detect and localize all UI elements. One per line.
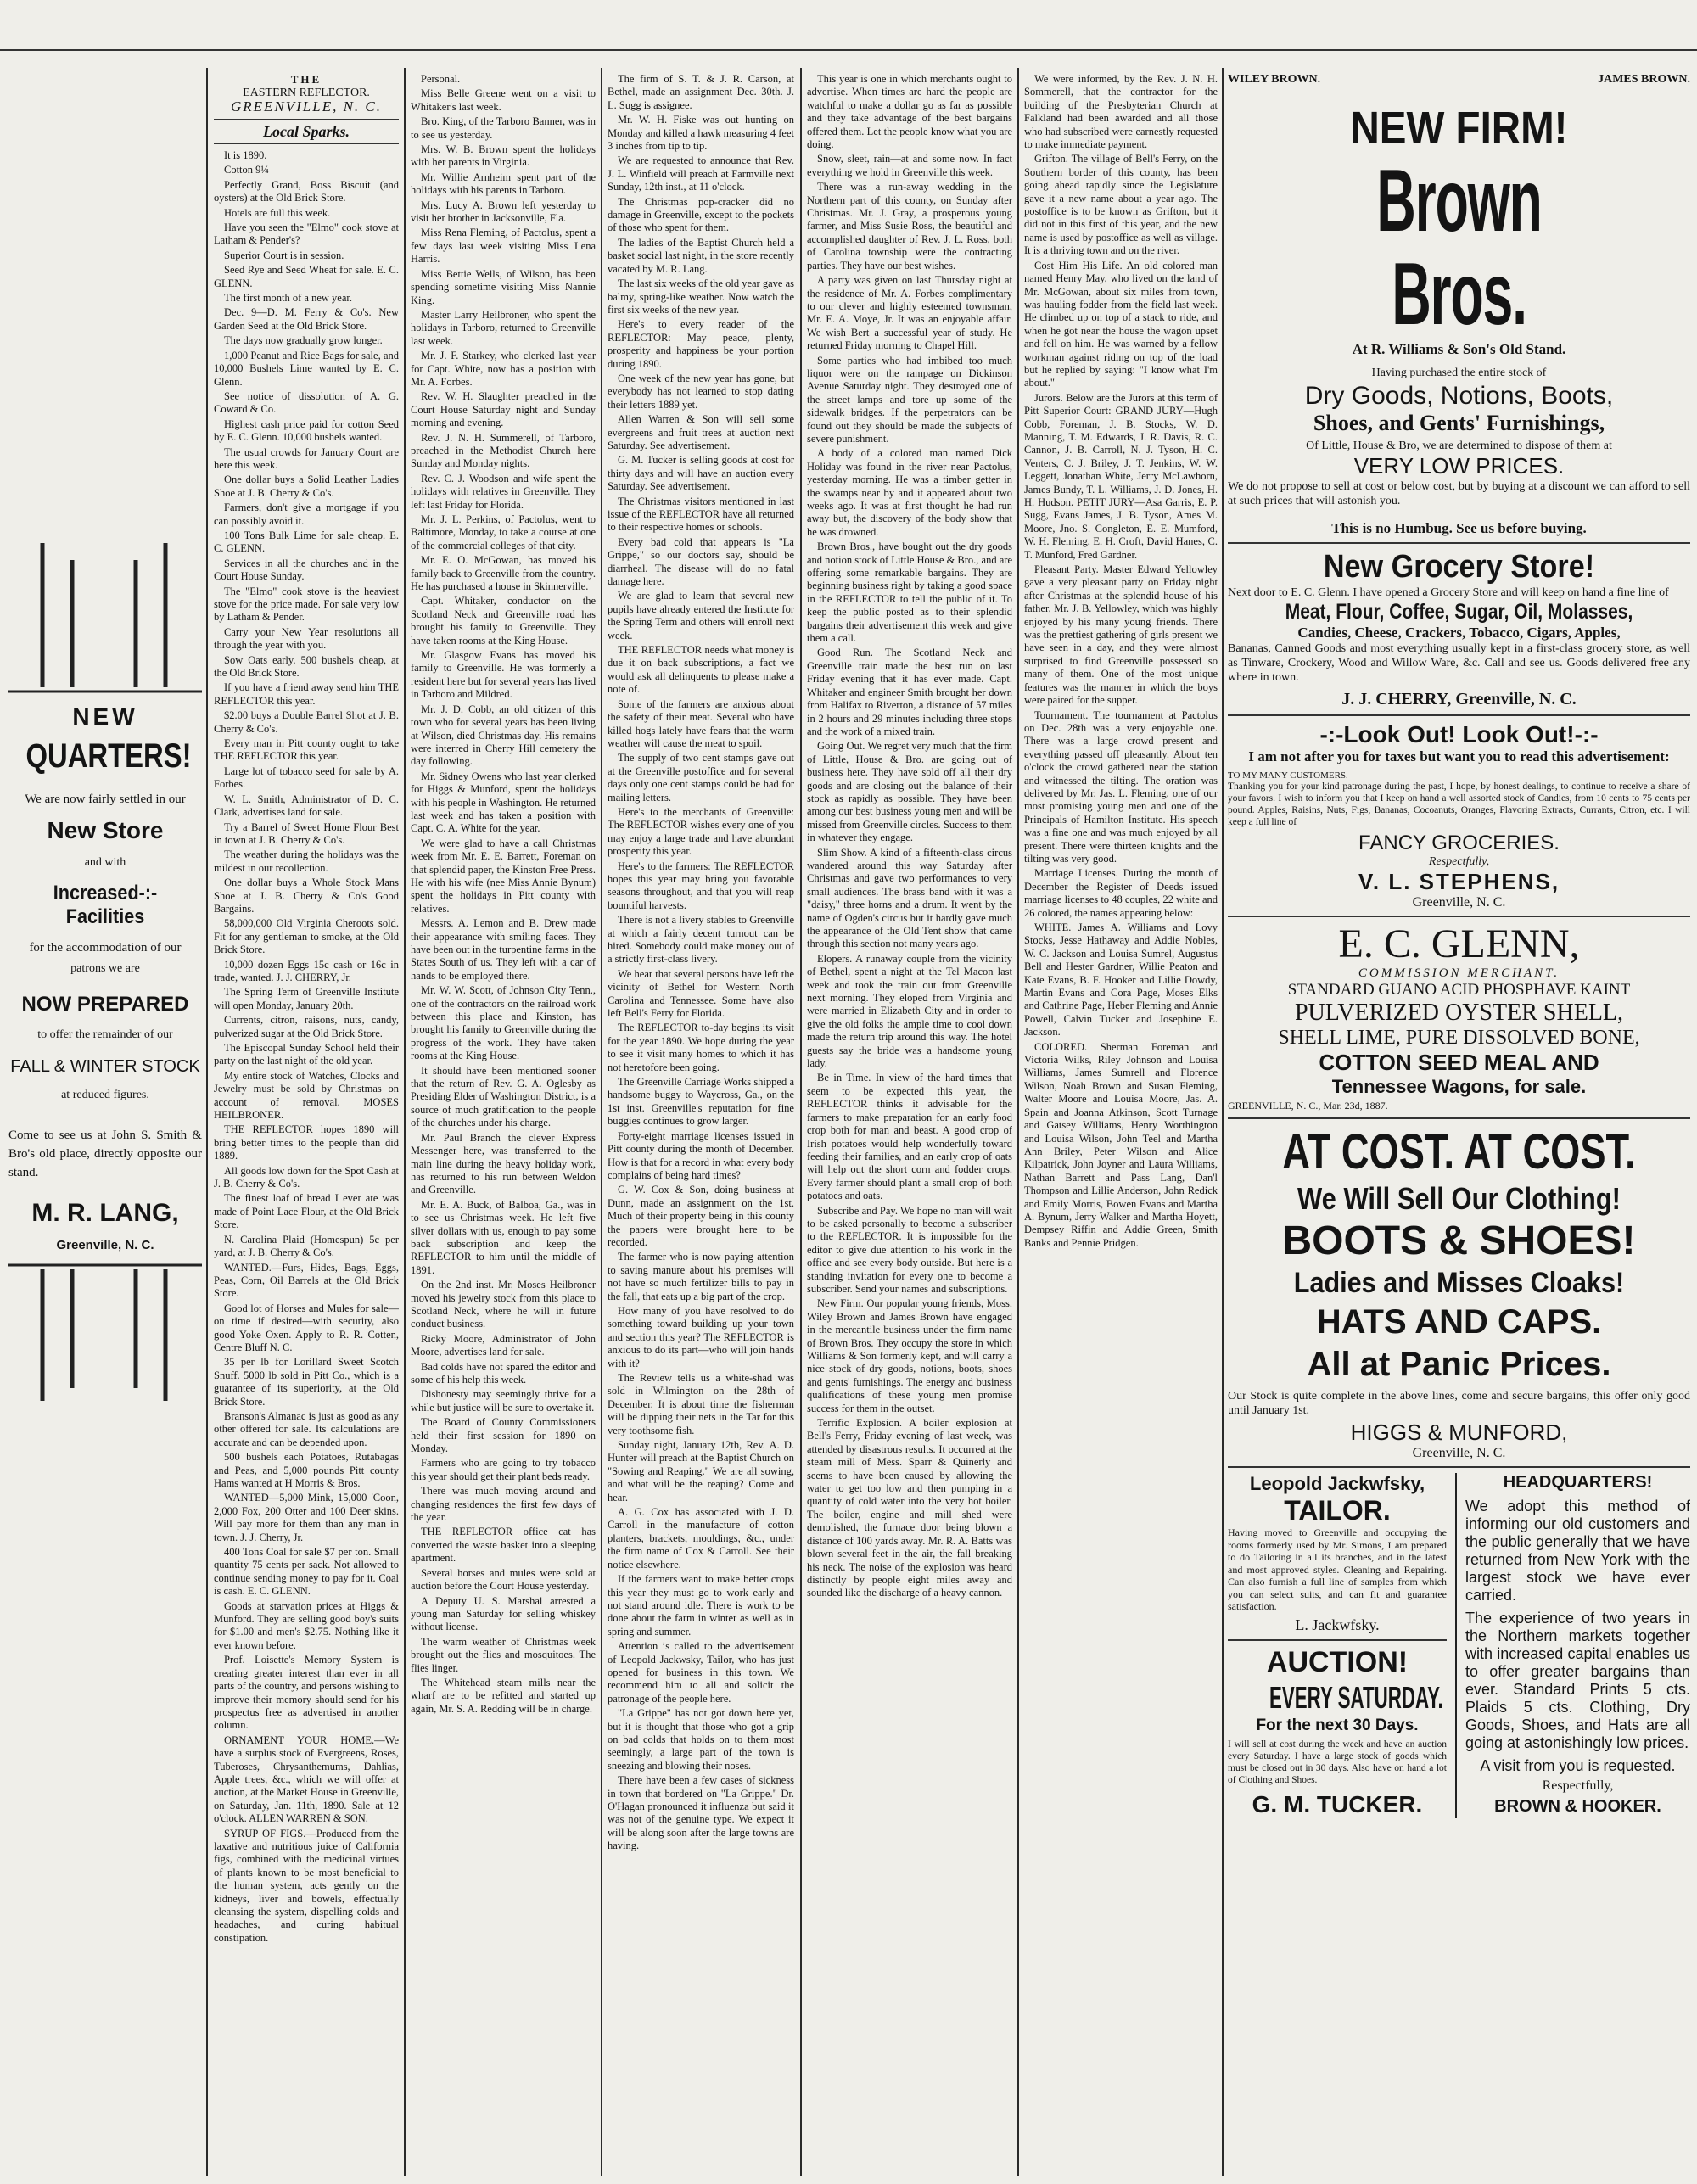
paragraph: Superior Court is in session. <box>224 249 344 261</box>
paragraph: THE REFLECTOR hopes 1890 will bring better times to the people than did 1889. <box>214 1123 399 1162</box>
glenn-line-1: STANDARD GUANO ACID PHOSPHAVE KAINT <box>1287 981 1631 999</box>
look-out-headline: -:-Look Out! Look Out!-:- <box>1319 721 1599 748</box>
paragraph: We hear that several persons have left the vicinity of Bethel for Western North Carolina and Tennessee. Some have also left Bell's Ferry for Florida. <box>608 967 794 1020</box>
paragraph: The finest loaf of bread I ever ate was made of Point Lace Flour, at the Old Brick Store. <box>214 1192 399 1231</box>
ads-area <box>1228 73 1690 2177</box>
quarters-label: QUARTERS! <box>25 737 192 775</box>
paragraph: Miss Belle Greene went on a visit to Whitaker's last week. <box>411 87 596 113</box>
paragraph: 400 Tons Coal for sale $7 per ton. Small quantity 75 cents per sack. Not allowed to continue sending money to pay for it. Coal is cash. E. C. GLENN. <box>214 1546 399 1598</box>
paragraph: 10,000 dozen Eggs 15c cash or 16c in trade, wanted. J. J. CHERRY, Jr. <box>214 958 399 983</box>
of-text: Of Little, House & Bro, we are determined to dispose of them at <box>1306 440 1612 452</box>
paragraph: 1,000 Peanut and Rice Bags for sale, and 10,000 Bushels Lime wanted by E. C. Glenn. <box>214 349 399 388</box>
lines-ornament-top <box>8 543 202 696</box>
paragraph: Prof. Loisette's Memory System is creating greater interest than ever in all parts of the country, and persons wishing to improve their memory should send for his prospectus free as advertised in another column. <box>214 1654 399 1732</box>
paragraph: The weather during the holidays was the mildest in our recollection. <box>214 848 399 874</box>
paragraph: G. M. Tucker is selling goods at cost for thirty days and will have an auction every Saturday. See advertisement. <box>608 454 794 493</box>
paragraph: Allen Warren & Son will sell some evergreens and fruit trees at auction next Saturday. See advertisement. <box>608 413 794 451</box>
paragraph: Subscribe and Pay. We hope no man will wait to be asked personally to become a subscriber to the REFLECTOR. It is impossible for the editor to give due attention to his work in the office and see every body outside. But here is a standing invitation for every one to become a subscriber. Send your names and subscriptions. <box>807 1204 1012 1295</box>
paragraph: Going Out. We regret very much that the firm of Little, House & Bro. are going out of business here. They have sold off all their dry goods and are closing out the balance of their stock as rapidly as possible. They have been among our best business young men and will be missed from Greenville circles. Success to them in whatever they engage. <box>807 740 1012 844</box>
paragraph: Have you seen the "Elmo" cook stove at Latham & Pender's? <box>214 221 399 247</box>
and-with-text: and with <box>84 856 126 869</box>
column-rule <box>206 68 208 2176</box>
hooker-resp: Respectfully, <box>1542 1778 1614 1793</box>
higgs-ad <box>1228 1124 1690 1461</box>
news-text <box>1024 73 1218 1250</box>
bottom-left-ads <box>1228 1473 1447 1818</box>
paragraph: The Board of County Commissioners held their first session for 1890 on Monday. <box>411 1416 596 1455</box>
paragraph: Mrs. W. B. Brown spent the holidays with her parents in Virginia. <box>411 143 596 169</box>
partner-wiley: WILEY BROWN. <box>1228 73 1321 86</box>
divider <box>1228 1466 1690 1468</box>
goods-line-2: Shoes, and Gents' Furnishings, <box>1313 411 1605 435</box>
fancy-groceries: FANCY GROCERIES. <box>1358 832 1560 854</box>
paragraph: We were glad to have a call Christmas week from Mr. E. E. Barrett, Foreman on that splendid paper, the Kinston Free Press. He with his wife (nee Miss Annie Bynum) spent the holidays in Pitt county with relatives. <box>411 837 596 915</box>
tailor-title: TAILOR. <box>1284 1495 1391 1526</box>
paragraph: All goods low down for the Spot Cash at J. B. Cherry & Co's. <box>214 1164 399 1190</box>
boots-line: BOOTS & SHOES! <box>1282 1218 1636 1263</box>
lines-ornament-bottom <box>8 1261 202 1405</box>
paragraph: 100 Tons Bulk Lime for sale cheap. E. C. GLENN. <box>214 529 399 555</box>
paragraph: "La Grippe" has not got down here yet, but it is thought that those who got a grip on bad colds that holds on to them most seemingly, a large part of the town is sneezing and blowing their noses. <box>608 1707 794 1772</box>
paragraph: $2.00 buys a Double Barrel Shot at J. B. Cherry & Co's. <box>214 709 399 735</box>
stock-label: FALL & WINTER STOCK <box>10 1057 200 1076</box>
bottom-ads <box>1228 1473 1690 1818</box>
paragraph: There is not a livery stables to Greenville at which a fairly decent turnout can be hired. Somebody could make money out of a strictly first-class livery. <box>608 914 794 966</box>
fairly-text: We are now fairly settled in our <box>25 792 186 806</box>
column-rule <box>1455 1473 1457 1818</box>
paragraph: The supply of two cent stamps gave out at the Greenville postoffice and for several days only one cent stamps could be had for mailing letters. <box>608 752 794 804</box>
paragraph: Hotels are full this week. <box>224 206 331 219</box>
facilities-label: Increased-:-Facilities <box>53 882 158 928</box>
stephens-name: V. L. STEPHENS, <box>1358 869 1560 894</box>
paragraph: Mr. W. H. Fiske was out hunting on Monday and killed a hawk measuring 4 feet 3 inches from tip to tip. <box>608 114 794 153</box>
column-1 <box>214 73 399 2169</box>
accommodation-text: for the accommodation of our <box>29 941 182 955</box>
paragraph: Bad colds have not spared the editor and some of his help this week. <box>411 1360 596 1386</box>
higgs-city: Greenville, N. C. <box>1412 1446 1506 1460</box>
hooker-name: BROWN & HOOKER. <box>1494 1797 1661 1816</box>
paragraph: Personal. <box>421 73 461 85</box>
paragraph: The farmer who is now paying attention to saving manure about his premises will not have so much fertilizer bills to pay in the fall, that eats up a big part of the crop. <box>608 1251 794 1302</box>
paragraph: There was a run-away wedding in the Northern part of this county, on Sunday after Christmas. Mr. J. Gray, a prosperous young farmer, and Miss Susie Ross, the beautiful and accomplished daughter of Rev. J. L. Ross, both of Carolina township were the contracting parties. They have our best wishes. <box>807 181 1012 272</box>
paragraph: One week of the new year has gone, but everybody has not learned to stop dating their letters 1889 yet. <box>608 372 794 411</box>
paragraph: Every bad cold that appears is "La Grippe," so our doctors say, should be diarrheal. The disease will do no fatal damage here. <box>608 535 794 588</box>
paragraph: Dishonesty may seemingly thrive for a while but justice will be sure to overtake it. <box>411 1388 596 1414</box>
tailor-body: Having moved to Greenville and occupying the rooms formerly used by Mr. Simons, I am prepared to do Tailoring in all its branches, and in the latest and most approved styles. Cleaning and Repairing. Can also furnish a full line of samples from which you can select suits, and can fit and guarantee satisfaction. <box>1228 1526 1447 1612</box>
paragraph: A. G. Cox has associated with J. D. Carroll in the manufacture of cotton planters, brackets, mouldings, &c., under the firm name of Cox & Carroll. See their notice elsewhere. <box>608 1506 794 1571</box>
paragraph: The REFLECTOR to-day begins its visit for the year 1890. We hope during the year to see it visit many homes to which it has not heretofore been going. <box>608 1022 794 1073</box>
paragraph: WANTED.—Furs, Hides, Bags, Eggs, Peas, Corn, Oil Barrels at the Old Brick Store. <box>214 1261 399 1300</box>
paragraph: Pleasant Party. Master Edward Yellowley gave a very pleasant party on Friday night after Christmas at the splendid house of his father, Mr. J. B. Yellowley, which was highly enjoyed by his many young friends. There was the prettiest gathering of girls present we have seen in a day, and they were almost surprised to find Greenville possessed so many of them. One of the most unique features was the manner in which the boys were paired for the supper. <box>1024 563 1218 707</box>
paragraph: We are requested to announce that Rev. J. L. Winfield will preach at Farmville next Sunday, 12th inst., at 11 o'clock. <box>608 154 794 193</box>
paragraph: The Spring Term of Greenville Institute will open Monday, January 20th. <box>214 986 399 1011</box>
column-5 <box>1024 73 1218 2169</box>
paragraph: Good Run. The Scotland Neck and Greenville train made the best run on last Friday evening that it has ever made. Capt. Whitaker and engineer Smith brought her down from Halifax to Riverton, a distance of 57 miles in 2 hours and 29 minutes including three stops and the work of a mixed train. <box>807 647 1012 737</box>
paragraph: Branson's Almanac is just as good as any other offered for sale. Its calculations are accurate and can be depended upon. <box>214 1409 399 1448</box>
paragraph: Goods at starvation prices at Higgs & Munford. They are selling good boy's suits for $1.00 and men's $2.75. Nothing like it ever known before. <box>214 1599 399 1651</box>
paragraph: Sunday night, January 12th, Rev. A. D. Hunter will preach at the Baptist Church on "Sowing and Reaping." We are all sowing, and what will be the reaping? Come and hear. <box>608 1439 794 1504</box>
paragraph: Miss Rena Fleming, of Pactolus, spent a few days last week visiting Miss Lena Harris. <box>411 227 596 266</box>
personal-text <box>411 73 596 1716</box>
paragraph: Good lot of Horses and Mules for sale—on time if desired—with security, also good Yoke Oxen. Apply to R. R. Cotten, Centre Bluff N. C. <box>214 1302 399 1353</box>
paragraph: The Christmas visitors mentioned in last issue of the REFLECTOR have all returned to their respective homes or schools. <box>608 495 794 534</box>
paragraph: How many of you have resolved to do something toward building up your town and section this year? The REFLECTOR is anxious to do its part—who will join hands with it? <box>608 1304 794 1369</box>
paragraph: The Greenville Carriage Works shipped a handsome buggy to Waycross, Ga., on the 1st inst. Greenville's reputation for fine buggies continues to grow larger. <box>608 1076 794 1128</box>
paragraph: Terrific Explosion. A boiler explosion at Bell's Ferry, Friday evening of last week, was attended by disastrous results. It occurred at the steam mill of Mess. Sparr & Quinerly and seems to have been caused by allowing the water to get too low and then pumping in a quantity of cold water into the very hot boiler. The boiler, engine and mill shed were demolished, the furnace door being blown a distance of 100 yards away. Mr. R. A. Batts was blown several feet in the air, the fall breaking his neck. The noise of the explosion was heard distinctly by people eight miles away and sounded like the discharge of a heavy cannon. <box>807 1417 1012 1599</box>
paragraph: ORNAMENT YOUR HOME.—We have a surplus stock of Evergreens, Roses, Tuberoses, Chrysanthemums, Dahlias, Apple trees, &c., which we will offer at auction, at the Market House in Greenville, on Saturday, Jan. 11th, 1890. Sale at 12 o'clock. ALLEN WARREN & SON. <box>214 1733 399 1825</box>
glenn-line-2: PULVERIZED OYSTER SHELL, <box>1294 1000 1624 1026</box>
paragraph: Messrs. A. Lemon and B. Drew made their appearance with smiling faces. They have been out in the turpentine farms in the States South of us. They left with a car of hands to be employed there. <box>411 917 596 982</box>
paragraph: Mr. E. O. McGowan, has moved his family back to Greenville from the country. He has purchased a house in Skinnerville. <box>411 554 596 593</box>
cloaks-line: Ladies and Misses Cloaks! <box>1293 1267 1625 1299</box>
news-text <box>608 73 794 1853</box>
goods-line-1: Dry Goods, Notions, Boots, <box>1304 382 1614 410</box>
glenn-date: GREENVILLE, N. C., Mar. 23d, 1887. <box>1228 1100 1388 1112</box>
column-rule <box>404 68 406 2176</box>
masthead-name: EASTERN REFLECTOR. <box>243 87 370 99</box>
paragraph: Rev. J. N. H. Summerell, of Tarboro, preached in the Methodist Church here Sunday and Monday nights. <box>411 431 596 470</box>
tucker-ad <box>1228 1646 1447 1818</box>
local-sparks-text <box>214 149 399 1945</box>
glenn-line-3: SHELL LIME, PURE DISSOLVED BONE, <box>1278 1027 1640 1049</box>
paragraph: The warm weather of Christmas week brought out the flies and mosquitoes. The flies linger. <box>411 1635 596 1674</box>
paragraph: Every man in Pitt county ought to take THE REFLECTOR this year. <box>214 737 399 763</box>
paragraph: My entire stock of Watches, Clocks and Jewelry must be sold by Christmas on account of removal. MOSES HEILBRONER. <box>214 1069 399 1122</box>
new-label: NEW <box>72 703 138 730</box>
column-4 <box>807 73 1012 2169</box>
paragraph: The firm of S. T. & J. R. Carson, at Bethel, made an assignment Dec. 30th. J. L. Sugg is assignee. <box>608 73 794 111</box>
glenn-name: E. C. GLENN, <box>1338 921 1580 966</box>
paragraph: Mr. Paul Branch the clever Express Messenger here, was transferred to the main line during the heavy holiday work, has returned to his run between Weldon and Greenville. <box>411 1131 596 1196</box>
paragraph: Cost Him His Life. An old colored man named Henry May, who lived on the land of Mr. McGowan, about six miles from town, was hauling fodder from the field last week. He climbed up on top of a stack to ride, and when he got near the house the wagon upset and fell on him. He was warned by a fellow workman against riding on top of the load but he replied by saying: "I know what I'm about." <box>1024 259 1218 389</box>
clothing-line: We Will Sell Our Clothing! <box>1297 1181 1621 1216</box>
paragraph: Slim Show. A kind of a fifteenth-class circus wandered around this way Saturday after Christmas and gave two performances to very small audiences. The brass band with it was a "daisy," three horns and a drum. It went by the name of Ogden's circus but it hardly gave much the appearance of the Old Tent show that came through this section not many years ago. <box>807 846 1012 950</box>
divider <box>1228 1639 1447 1641</box>
lang-name: M. R. LANG, <box>31 1199 179 1227</box>
glenn-ad <box>1228 922 1690 1112</box>
paragraph: Marriage Licenses. During the month of December the Register of Deeds issued marriage licenses to 48 couples, 22 white and 26 colored, the names appearing below: <box>1024 867 1218 919</box>
partner-james: JAMES BROWN. <box>1598 73 1690 86</box>
paragraph: Farmers, don't give a mortgage if you can possibly avoid it. <box>214 501 399 527</box>
paragraph: Mr. E. A. Buck, of Balboa, Ga., was in to see us Christmas week. He left five silver dollars with us, enough to pay some back subscription and keep the REFLECTOR to him until the middle of 1891. <box>411 1198 596 1276</box>
reduced-text: at reduced figures. <box>61 1089 149 1101</box>
paragraph: Mr. Sidney Owens who last year clerked for Higgs & Munford, spent the holidays with his people in Washington. He returned last week and has taken a position with Capt. C. A. White for the year. <box>411 770 596 835</box>
paragraph: The days now gradually grow longer. <box>224 334 383 347</box>
next-30-days: For the next 30 Days. <box>1256 1716 1419 1734</box>
paragraph: Here's to the merchants of Greenville: The REFLECTOR wishes every one of you may enjoy a large trade and have abundant prosperity this year. <box>608 805 794 858</box>
column-2 <box>411 73 596 2169</box>
paragraph: One dollar buys a Solid Leather Ladies Shoe at J. B. Cherry & Co's. <box>214 473 399 499</box>
hooker-body: We adopt this method of informing our old customers and the public generally that we have returned from New York with the largest stock we have ever carried. <box>1465 1498 1690 1604</box>
paragraph: COLORED. Sherman Foreman and Victoria Wilks, Riley Johnson and Louisa Williams, James Sumrell and Florence Wilson, Noah Brown and Susan Fleming, Walter Moore and Louisa Moore, Jas. A. Spain and Joanna Atkinson, Scott Turnage and Gatsey Williams, Henry Worthington and Louisa Wilson, John Teel and Martha Ann Briley, Peter Wilson and Alice Kilpatrick, John Joyner and Laura Williams, Nathan Barrett and Pass Lang, Dan'l Thompson and Lillie Anderson, John Redick and Emily Morris, Bowen Evans and Martha A. Bynum, Jerry Walker and Martha Hoyett, Dempsey Riffin and Addie Green, Smith Banks and Pennie Pridgen. <box>1024 1040 1218 1249</box>
paragraph: Be in Time. In view of the hard times that seem to be expected this year, the REFLECTOR thinks it advisable for the farmers to make preparation for an early food crop both for man and beast. A good crop of Irish potatoes would help wonderfully toward feeding their families, and an early crop of oats will help out the short corn and fodder crops. Every farmer should plant a small crop of both potatoes and oats. <box>807 1072 1012 1202</box>
stephens-ad <box>1228 721 1690 910</box>
grocery-next: Next door to E. C. Glenn. I have opened a Grocery Store and will keep on hand a fine line of <box>1228 586 1669 599</box>
tailor-sig: L. Jackwfsky. <box>1295 1616 1380 1633</box>
paragraph: If you have a friend away send him THE REFLECTOR this year. <box>214 681 399 707</box>
at-cost-headline: AT COST. AT COST. <box>1282 1124 1636 1179</box>
paragraph: We are glad to learn that several new pupils have already entered the Institute for the Spring Term and others will enroll next week. <box>608 590 794 641</box>
paragraph: The usual crowds for January Court are here this week. <box>214 445 399 471</box>
paragraph: THE REFLECTOR needs what money is due it on back subscriptions, a fact we would ask all delinquents to please make a note of. <box>608 644 794 696</box>
stand-text: At R. Williams & Son's Old Stand. <box>1352 341 1566 357</box>
store-label: New Store <box>47 817 164 843</box>
paragraph: Brown Bros., have bought out the dry goods and notion stock of Little House & Bro., and are offering some remarkable bargains. They are beginning business right by taking a good space in the REFLECTOR to tell the public of it. To keep the public posted as to their splendid bargains their advertisement this week and give them a call. <box>807 540 1012 645</box>
paragraph: The last six weeks of the old year gave as balmy, spring-like weather. Now watch the first six weeks of the new year. <box>608 277 794 316</box>
paragraph: Some of the farmers are anxious about the safety of their meat. Several who have killed hogs lately have fears that the warm weather will cause the meat to spoil. <box>608 697 794 749</box>
paragraph: Mr. Willie Arnheim spent part of the holidays with his parents in Tarboro. <box>411 171 596 197</box>
paragraph: A party was given on last Thursday night at the residence of Mr. A. Forbes complimentary to our clever and highly esteemed townsman, Mr. E. A. Moye, Jr. It was an enjoyable affair. We wish Bert a successful year of study. He returned Friday morning to Chapel Hill. <box>807 274 1012 352</box>
patrons-text: patrons we are <box>70 962 140 975</box>
divider <box>1228 542 1690 544</box>
every-saturday: EVERY SATURDAY. <box>1269 1679 1443 1715</box>
paragraph: Tournament. The tournament at Pactolus on Dec. 28th was a very enjoyable one. There was a large crowd present and everything passed off pleasantly. About ten o'clock the crowd gathered near the station and witnessed the tilting. The oration was delivered by Mr. Jas. L. Fleming, one of our most promising young men and one of the Principals of Hamilton Institute. His speech was a fine one and was much enjoyed by all present. There were thirteen knights and the tilting was very good. <box>1024 708 1218 865</box>
brown-body: We do not propose to sell at cost or below cost, but by buying at a discount we can afford to sell at such prices that will astonish you. <box>1228 480 1690 507</box>
paragraph: The "Elmo" cook stove is the heaviest stove for the price made. For sale very low by Latham & Pender. <box>214 585 399 624</box>
paragraph: THE REFLECTOR office cat has converted the waste basket into a sleeping apartment. <box>411 1526 596 1565</box>
paragraph: The first month of a new year. <box>224 292 352 305</box>
paragraph: It is 1890. <box>224 149 267 161</box>
paragraph: The Episcopal Sunday School held their party on the last night of the old year. <box>214 1042 399 1067</box>
very-low-prices: VERY LOW PRICES. <box>1353 453 1565 479</box>
divider <box>214 119 399 120</box>
paragraph: Grifton. The village of Bell's Ferry, on the Southern border of this county, has been going ahead rapidly since the Legislature gave it a new name about a year ago. The postoffice is to be known as Grifton, but it did not in this first of this year, and the new name is used by postoffice as well as village. It is a thriving town and on the river. <box>1024 153 1218 257</box>
divider <box>1228 1117 1690 1119</box>
paragraph: 58,000,000 Old Virginia Cheroots sold. Fit for any gentleman to smoke, at the Old Brick Store. <box>214 917 399 956</box>
cherry-signature: J. J. CHERRY, Greenville, N. C. <box>1341 690 1577 708</box>
paragraph: Here's to the farmers: The REFLECTOR hopes this year may bring you favorable seasons throughout, and that you will reap bountiful harvests. <box>608 860 794 911</box>
paragraph: Snow, sleet, rain—at and some now. In fact everything we hold in Greenville this week. <box>807 153 1012 178</box>
paragraph: Carry your New Year resolutions all through the year with you. <box>214 625 399 652</box>
brown-bros-name: Brown Bros. <box>1376 152 1542 344</box>
column-3 <box>608 73 794 2169</box>
paragraph: The Whitehead steam mills near the wharf are to be refitted and started up again, Mr. S. A. Redding will be in charge. <box>411 1676 596 1715</box>
hooker-visit: A visit from you is requested. <box>1480 1757 1676 1774</box>
paragraph: Forty-eight marriage licenses issued in Pitt county during the month of December. How is that for a record in what every body complains of being hard times? <box>608 1129 794 1181</box>
paragraph: Mr. W. W. Scott, of Johnson City Tenn., one of the contractors on the railroad work between this place and Kinston, has brought his family to Greenville during the progress of the work. They have taken rooms at the King House. <box>411 984 596 1062</box>
paragraph: Try a Barrel of Sweet Home Flour Best in town at J. B. Cherry & Co's. <box>214 820 399 846</box>
higgs-body: Our Stock is quite complete in the above lines, come and secure bargains, this offer only good until January 1st. <box>1228 1390 1690 1417</box>
paragraph: Large lot of tobacco seed for sale by A. Forbes. <box>214 764 399 791</box>
paragraph: Perfectly Grand, Boss Biscuit (and oysters) at the Old Brick Store. <box>214 178 399 204</box>
paragraph: SYRUP OF FIGS.—Produced from the laxative and nutritious juice of California figs, combined with the medicinal virtues of plants known to be most beneficial to the human system, acts gently on the kidneys, liver and bowels, effectually cleansing the system, dispelling colds and headaches, and curing habitual constipation. <box>214 1827 399 1944</box>
auction-headline: AUCTION! <box>1266 1645 1409 1678</box>
offer-text: to offer the remainder of our <box>37 1028 173 1041</box>
paragraph: Several horses and mules were sold at auction before the Court House yesterday. <box>411 1566 596 1593</box>
paragraph: Mr. J. F. Starkey, who clerked last year for Capt. White, now has a position with Mr. A. Forbes. <box>411 350 596 388</box>
paragraph: WANTED—5,000 Mink, 15,000 'Coon, 2,000 Fox, 200 Otter and 100 Deer skins. Will pay more for them than any man in town. J. J. Cherry, Jr. <box>214 1492 399 1543</box>
prepared-label: NOW PREPARED <box>21 993 189 1016</box>
humbug-text: This is no Humbug. See us before buying. <box>1331 520 1587 536</box>
paragraph: Master Larry Heilbroner, who spent the holidays in Tarboro, returned to Greenville last week. <box>411 308 596 347</box>
paragraph: It should have been mentioned sooner that the return of Rev. G. A. Oglesby as Presiding Elder of Washington District, is a source of much gratification to the people of the churches under his charge. <box>411 1064 596 1129</box>
tucker-body: I will sell at cost during the week and have an auction every Saturday. I have a large stock of goods which must be closed out in 30 days. Also have on hand a lot of Clothing and Shoes. <box>1228 1739 1447 1785</box>
paragraph: A Deputy U. S. Marshal arrested a young man Saturday for selling whiskey without license. <box>411 1594 596 1633</box>
tailor-name: Leopold Jackwfsky, <box>1249 1473 1425 1494</box>
grocery-items-2: Candies, Cheese, Crackers, Tobacco, Cigars, Apples, <box>1297 624 1621 641</box>
paragraph: There have been a few cases of sickness in town that bordered on "La Grippe." Dr. O'Hagan pronounced it influenza but said it was not of the genuine type. We expect it will be along soon after the large towns are having. <box>608 1774 794 1852</box>
paragraph: Services in all the churches and in the Court House Sunday. <box>214 557 399 583</box>
paragraph: Mr. J. L. Perkins, of Pactolus, went to Baltimore, Monday, to take a course at one of the commercial colleges of that city. <box>411 513 596 552</box>
new-firm-headline: NEW FIRM! <box>1350 103 1568 154</box>
paragraph: W. L. Smith, Administrator of D. C. Clark, advertises land for sale. <box>214 792 399 819</box>
panic-line: All at Panic Prices. <box>1307 1346 1611 1383</box>
paragraph: The Christmas pop-cracker did no damage in Greenville, except to the pockets of those who spent for them. <box>608 195 794 234</box>
customers-heading: TO MY MANY CUSTOMERS. <box>1228 770 1348 781</box>
column-rule <box>601 68 602 2176</box>
top-rule <box>0 49 1697 51</box>
paragraph: Here's to every reader of the REFLECTOR: May peace, plenty, prosperity and happiness be your portion during 1890. <box>608 318 794 370</box>
paragraph: New Firm. Our popular young friends, Moss. Wiley Brown and James Brown have engaged in the mercantile business under the firm name of Brown Bros. They occupy the store in which Williams & Son formerly kept, and will carry a nice stock of dry goods, notions, boots, shoes and gents' furnishings. The energy and business qualifications of these young men promise success for them in the outset. <box>807 1297 1012 1414</box>
paragraph: Rev. W. H. Slaughter preached in the Court House Saturday night and Sunday morning and evening. <box>411 390 596 429</box>
paragraph: Sow Oats early. 500 bushels cheap, at the Old Brick Store. <box>214 653 399 680</box>
paragraph: One dollar buys a Whole Stock Mans Shoe at J. B. Cherry & Co's Good Bargains. <box>214 876 399 915</box>
paragraph: Cotton 9¼ <box>224 164 269 176</box>
paragraph: Attention is called to the advertisement of Leopold Jackwsky, Tailor, who has just opened for business in this town. We recommend him to all and solicit the patronage of the people here. <box>608 1640 794 1705</box>
divider <box>1228 916 1690 917</box>
paragraph: Currents, citron, raisons, nuts, candy, pulverized sugar at the Old Brick Store. <box>214 1014 399 1039</box>
paragraph: See notice of dissolution of A. G. Coward & Co. <box>214 389 399 416</box>
paragraph: Capt. Whitaker, conductor on the Scotland Neck and Greenville road has brought his family to Greenville. They have taken rooms at the King House. <box>411 595 596 647</box>
paragraph: This year is one in which merchants ought to advertise. When times are hard the people are watchful to make a dollar go as far as possible and they take advantage of the best bargains offered them. Let the people know what you are doing. <box>807 73 1012 151</box>
column-rule <box>1017 68 1019 2176</box>
paragraph: Some parties who had imbibed too much liquor were on the rampage on Dickinson Avenue Saturday night. They destroyed one of the street lamps and tore up some of the sidewalk bridges. If the perpetrators can be found out they should be made the subjects of severe punishment. <box>807 354 1012 445</box>
paragraph: Mr. J. D. Cobb, an old citizen of this town who for several years has been living at Wilson, died Christmas day. His remains were interred in Cherry Hill cemetery the day following. <box>411 703 596 768</box>
paragraph: Farmers who are going to try tobacco this year should get their plant beds ready. <box>411 1457 596 1482</box>
paragraph: 35 per lb for Lorillard Sweet Scotch Snuff. 5000 lb sold in Pitt Co., which is a guarantee of its superiority, at the Old Brick Store. <box>214 1356 399 1408</box>
higgs-name: HIGGS & MUNFORD, <box>1350 1420 1568 1445</box>
grocery-body: Bananas, Canned Goods and most everything usually kept in a first-class grocery store, as well as Tinware, Crockery, Wood and Willow Ware, &c. Call and see us. Goods delivered free any where in town. <box>1228 642 1690 684</box>
glenn-line-5: Tennessee Wagons, for sale. <box>1331 1076 1587 1097</box>
column-rule <box>1222 68 1224 2176</box>
paragraph: 500 bushels each Potatoes, Rutabagas and Peas, and 5,000 pounds Pitt county Hams wanted at H Morris & Bros. <box>214 1451 399 1489</box>
stephens-city: Greenville, N. C. <box>1412 895 1506 910</box>
paragraph: The ladies of the Baptist Church held a basket social last night, in the store recently vacated by M. R. Lang. <box>608 236 794 275</box>
hats-line: HATS AND CAPS. <box>1316 1303 1602 1341</box>
paragraph: Jurors. Below are the Jurors at this term of Pitt Superior Court: GRAND JURY—Hugh Cobb, Foreman, J. B. Stocks, W. D. Manning, T. M. Edwards, J. R. Davis, R. C. Cannon, J. B. Carroll, N. J. Tyson, H. C. Venters, C. J. Briley, J. T. Jenkins, W. W. Leggett, Jonathan White, Jerry McLawhorn, James Bundy, T. L. Williams, J. D. Jones, H. H. Hudson. PETIT JURY—Asa Garris, E. P. Sugg, Evans James, J. B. Tyson, Ames M. Moore, Jno. S. Congleton, E. E. Mumford, W. H. Fleming, E. H. Croft, David Hanes, C. T. Munford, Fred Gardner. <box>1024 391 1218 561</box>
grocery-ad <box>1228 549 1690 709</box>
paragraph: Rev. C. J. Woodson and wife spent the holidays with relatives in Greenville. They left last Friday for Florida. <box>411 472 596 511</box>
paragraph: Highest cash price paid for cotton Seed by E. C. Glenn. 10,000 bushels wanted. <box>214 417 399 444</box>
masthead-the: THE <box>290 73 322 86</box>
paragraph: Seed Rye and Seed Wheat for sale. E. C. GLENN. <box>214 264 399 289</box>
paragraph: Ricky Moore, Administrator of John Moore, advertises land for sale. <box>411 1332 596 1358</box>
paragraph: N. Carolina Plaid (Homespun) 5c per yard, at J. B. Cherry & Co's. <box>214 1233 399 1259</box>
stephens-body: Thanking you for your kind patronage during the past, I hope, by honest dealings, to continue to receive a share of your favors. I wish to inform you that I keep on hand a well assorted stock of Candies, from 10 cents to 75 cents per pound. Apples, Raisins, Nuts, Figs, Bananas, Cocoanuts, Oranges, Flavoring Extracts, Currants, Citron, etc. I will keep a full line of <box>1228 781 1690 827</box>
paragraph: We were informed, by the Rev. J. N. H. Sommerell, that the contractor for the building of the Presbyterian Church at Falkland had been awarded and all those who had subscribed were earnestly requested to make immediate payment. <box>1024 73 1218 151</box>
glenn-line-4: COTTON SEED MEAL AND <box>1319 1050 1599 1075</box>
look-out-sub: I am not after you for taxes but want you to read this advertisement: <box>1248 748 1670 764</box>
paragraph: Dec. 9—D. M. Ferry & Co's. New Garden Seed at the Old Brick Store. <box>214 306 399 332</box>
purchased-text: Having purchased the entire stock of <box>1371 367 1547 379</box>
come-text: Come to see us at John S. Smith & Bro's old place, directly opposite our stand. <box>8 1128 202 1179</box>
paragraph: Mrs. Lucy A. Brown left yesterday to visit her brother in Jacksonville, Fla. <box>411 199 596 225</box>
hooker-ad <box>1465 1473 1690 1818</box>
hooker-body-2: The experience of two years in the Northern markets together with increased capital enables us to offer greater bargains than ever. Standard Prints 5 cts. Plaids 5 cts. Clothing, Dry Goods, Shoes, and Hats are all going at astonishingly low prices. <box>1465 1610 1690 1751</box>
lang-ad <box>8 543 202 1587</box>
paragraph: WHITE. James A. Williams and Lovy Stocks, Jesse Hathaway and Addie Nobles, W. C. Jackson and Louisa Sumrel, Augustus Bell and Hester Gardner, Willie Peaton and Kate Evans, B. F. Hooker and Lillie Dowdy, Martin Evans and Cora Page, Moses Elks and Cathrine Page, Heber Fleming and Annie Powell, Calvin Tucker and Josephine E. Jackson. <box>1024 921 1218 1039</box>
paragraph: Mr. Glasgow Evans has moved his family to Greenville. He was formerly a resident here but for several years has lived in Tarboro and Mildred. <box>411 649 596 701</box>
news-text <box>807 73 1012 1600</box>
paragraph: There was much moving around and changing residences the first few days of the year. <box>411 1485 596 1524</box>
paragraph: The Review tells us a white-shad was sold in Wilmington on the 28th of December. It is about time the fisherman will be dipping their nets in the Tar for this very toothsome fish. <box>608 1372 794 1436</box>
paragraph: On the 2nd inst. Mr. Moses Heilbroner moved his jewelry stock from this place to Scotland Neck, where he will in future conduct business. <box>411 1279 596 1330</box>
glenn-title: COMMISSION MERCHANT. <box>1358 966 1560 980</box>
headquarters-headline: HEADQUARTERS! <box>1503 1473 1653 1492</box>
tailor-ad <box>1228 1473 1447 1634</box>
grocery-headline: New Grocery Store! <box>1323 549 1595 585</box>
divider <box>214 143 399 144</box>
masthead-place: GREENVILLE, N. C. <box>230 98 383 115</box>
section-title: Local Sparks. <box>262 123 350 140</box>
grocery-items: Meat, Flour, Coffee, Sugar, Oil, Molasses, <box>1285 600 1633 624</box>
paragraph: Miss Bettie Wells, of Wilson, has been spending sometime visiting Miss Nannie King. <box>411 267 596 306</box>
paragraph: G. W. Cox & Son, doing business at Dunn, made an assignment on the 1st. Much of their property being in this county the papers were brought here to be recorded. <box>608 1184 794 1248</box>
column-rule <box>800 68 802 2176</box>
paragraph: A body of a colored man named Dick Holiday was found in the river near Pactolus, yesterday morning. He was a timber getter in the swamps near by and it appeared about two weeks ago. It was at first thought he had run away but, the discovery of the body show that he was drowned. <box>807 447 1012 538</box>
stephens-resp: Respectfully, <box>1428 855 1490 868</box>
paragraph: Bro. King, of the Tarboro Banner, was in to see us yesterday. <box>411 115 596 141</box>
divider <box>1228 714 1690 716</box>
partners-row <box>1228 73 1690 87</box>
paragraph: Elopers. A runaway couple from the vicinity of Bethel, spent a night at the Tel Macon last week and took the train out from Greenville next morning. They eloped from Virginia and were married in Elizabeth City and in order to give the old folks the ample time to cool down made the return trip around this way. The hotel guests say the bride was a handsome young lady. <box>807 952 1012 1070</box>
brown-bros-ad <box>1228 73 1690 537</box>
tucker-name: G. M. TUCKER. <box>1252 1790 1423 1817</box>
lang-city: Greenville, N. C. <box>56 1238 154 1252</box>
paragraph: If the farmers want to make better crops this year they must go to work early and not stand around idle. There is work to be done about the farm in winter as well as in spring and summer. <box>608 1573 794 1638</box>
